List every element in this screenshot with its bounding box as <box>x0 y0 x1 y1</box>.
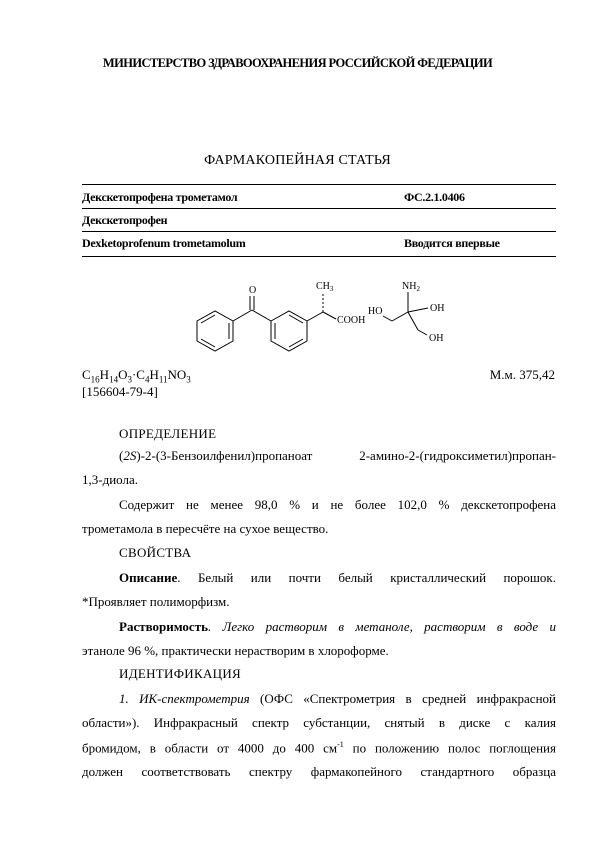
methyl-label: $CH_3$ <box>316 281 334 293</box>
solubility-cont: этаноле 96 %, практически нерастворим в хлороформе. <box>82 643 389 658</box>
document-title: ФАРМАКОПЕЙНАЯ СТАТЬЯ <box>204 153 391 168</box>
solubility-line: Растворимость. Легко растворим в метаноле, растворим в воде и <box>119 619 556 634</box>
header-rule-bottom <box>82 256 556 257</box>
molecular-mass: М.м. 375,42 <box>489 367 555 382</box>
article-name-latin: Dexketoprofenum trometamolum <box>82 236 246 250</box>
article-name-ru: Декскетопрофена трометамол <box>82 190 238 204</box>
ir-spectrometry-line1: 1. ИК-спектрометрия (ОФС «Спектрометрия в средней инфракрасной <box>119 691 556 706</box>
section-properties-heading: СВОЙСТВА <box>119 545 192 560</box>
definition-name-cont: 1,3-диола. <box>82 472 138 487</box>
header-rule-3 <box>82 231 556 232</box>
molecular-formula: $C_{16}H_{14}O_3\cdot C_4H_{11}NO_3$ <box>82 367 191 385</box>
ministry-heading: МИНИСТЕРСТВО ЗДРАВООХРАНЕНИЯ РОССИЙСКОЙ ФЕДЕРАЦИИ <box>102 56 493 70</box>
definition-content-line2: трометамола в пересчёте на сухое вещество. <box>82 521 329 536</box>
article-number: ФС.2.1.0406 <box>404 190 465 204</box>
definition-name-line: (2S)-2-(3-Бензоилфенил)пропаноат 2-амино-2-(гидроксиметил)пропан- <box>119 448 556 463</box>
carboxyl-label: COOH <box>337 315 366 326</box>
section-identification-heading: ИДЕНТИФИКАЦИЯ <box>119 666 241 681</box>
benzene-ring-left <box>197 311 233 351</box>
header-rule-2 <box>82 208 556 209</box>
ir-spectrometry-line4: должен соответствовать спектру фармакопейного стандартного образца <box>82 764 556 779</box>
polymorphism-note: *Проявляет полиморфизм. <box>82 594 230 609</box>
hydroxyl-bottom-label: OH <box>429 333 444 344</box>
description-line: Описание. Белый или почти белый кристаллический порошок. <box>119 570 556 585</box>
ir-spectrometry-line2: области»). Инфракрасный спектр субстанции, снятый в диске с калия <box>82 715 556 730</box>
article-status: Вводится впервые <box>404 236 500 250</box>
cas-number: [156604-79-4] <box>82 384 158 399</box>
hydroxyl-left-label: HO <box>368 306 383 317</box>
article-synonym: Декскетопрофен <box>82 213 168 227</box>
hydroxyl-right-label: OH <box>430 303 445 314</box>
amine-label: $NH_2$ <box>402 281 420 293</box>
section-definition-heading: ОПРЕДЕЛЕНИЕ <box>119 426 217 441</box>
structural-formula <box>170 276 470 356</box>
benzene-ring-right <box>271 311 307 351</box>
definition-content-line1: Содержит не менее 98,0 % и не более 102,0 % декскетопрофена <box>119 497 556 512</box>
ir-spectrometry-line3: бромидом, в области от 4000 до 400 $см^{-1}$ по положению полос поглощения <box>82 740 556 756</box>
ketone-oxygen-label: O <box>249 285 257 296</box>
header-rule-top <box>82 184 556 185</box>
